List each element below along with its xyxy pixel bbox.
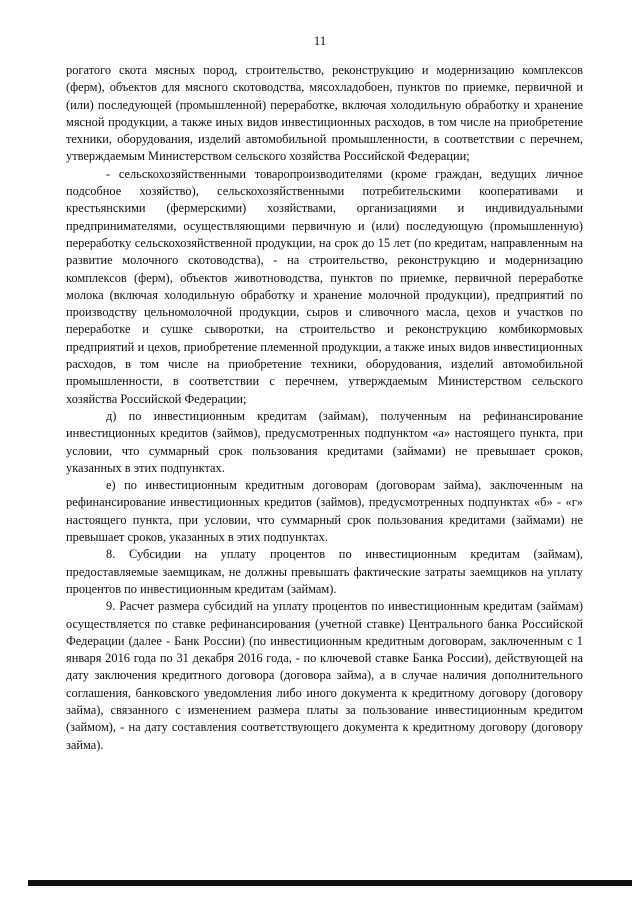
paragraph-subitem-d: д) по инвестиционным кредитам (займам), полученным на рефинансирование инвестиционных кредитов (займов), предусмотренных подпунктом «а» настоящего пункта, при условии, что суммарный срок пользования кредитами (займами) не превышает сроков, указанных в этих подпунктах. bbox=[66, 408, 583, 475]
paragraph-item-9: 9. Расчет размера субсидий на уплату процентов по инвестиционным кредитам (займам) осуществляется по ставке рефинансирования (учетной ставке) Центрального банка Российской Федерации (далее - Банк России) (по инвестиционным кредитным договорам, заключенным с 1 января 2016 года по 31 декабря 2016 года, - по ключевой ставке Банка России), действующей на дату заключения кредитного договора (договора займа), а в случае наличия дополнительного соглашения, банковского уведомления либо иного документа к кредитному договору (договору займа), связанного с изменением размера платы за пользование инвестиционным кредитом (займом), - на дату составления соответствующего документа к кредитному договору (договору займа). bbox=[66, 599, 583, 752]
paragraph-continuation: рогатого скота мясных пород, строительство, реконструкцию и модернизацию комплексов (ферм), объектов для мясного скотоводства, мясохладобоен, пунктов по приемке, первичной и (или) последующей (промышленной) переработке, включая холодильную обработку и хранение мясной продукции, а также иных видов инвестиционных расходов, в том числе на приобретение техники, оборудования, изделий автомобильной промышленности, в соответствии с перечнем, утверждаемым Министерством сельского хозяйства Российской Федерации; bbox=[66, 63, 583, 164]
paragraph-subitem-e: е) по инвестиционным кредитным договорам (договорам займа), заключенным на рефинансирование инвестиционных кредитов (займов), предусмотренных подпунктах «б» - «г» настоящего пункта, при условии, что суммарный срок пользования кредитами (займами) не превышает сроков, указанных в этих подпунктах. bbox=[66, 478, 583, 545]
bottom-divider bbox=[28, 880, 632, 886]
paragraph-dairy-producers: - сельскохозяйственными товаропроизводителями (кроме граждан, ведущих личное подсобное хозяйство), сельскохозяйственными потребительскими кооперативами и крестьянскими (фермерскими) хозяйствами, организациями и индивидуальными предпринимателями, осуществляющими первичную и (или) последующую (промышленную) переработку сельскохозяйственной продукции, на срок до 15 лет (по кредитам, направленным на развитие молочного скотоводства), - на строительство, реконструкцию и модернизацию комплексов (ферм), объектов животноводства, пунктов по приемке, первичной переработке молока (включая холодильную обработку и хранение молочной продукции), предприятий по производству цельномолочной продукции, сыров и сливочного масла, цехов и участков по переработке и сушке сыворотки, на строительство и реконструкцию комбикормовых предприятий и цехов, приобретение племенной продукции, а также иных видов инвестиционных расходов, в том числе на приобретение техники, оборудования, изделий автомобильной промышленности, в соответствии с перечнем, утверждаемым Министерством сельского хозяйства Российской Федерации; bbox=[66, 166, 583, 406]
page-number: 11 bbox=[313, 33, 327, 48]
document-body bbox=[66, 62, 583, 754]
paragraph-item-8: 8. Субсидии на уплату процентов по инвестиционным кредитам (займам), предоставляемые заемщикам, не должны превышать фактические затраты заемщиков на уплату процентов по инвестиционным кредитам (займам). bbox=[66, 547, 583, 596]
